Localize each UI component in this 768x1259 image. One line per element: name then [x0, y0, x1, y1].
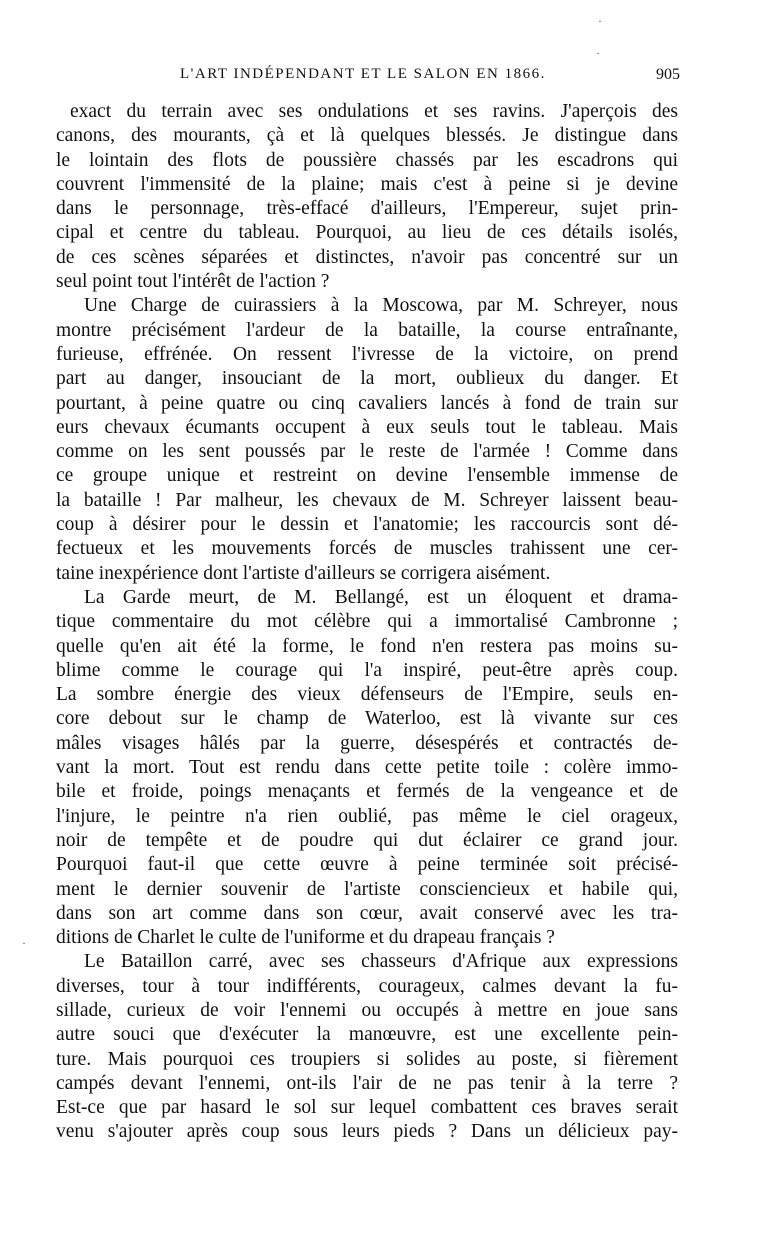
text-line: cipal et centre du tableau. Pourquoi, au lieu de ces détails isolés, [56, 222, 678, 244]
text-line: Une Charge de cuirassiers à la Moscowa, par M. Schreyer, nous [84, 295, 678, 317]
text-line: dans le personnage, très-effacé d'ailleurs, l'Empereur, sujet prin- [56, 198, 678, 220]
text-line: core debout sur le champ de Waterloo, est là vivante sur ces [56, 708, 678, 730]
scan-speck: · [598, 14, 602, 28]
text-line: seul point tout l'intérêt de l'action ? [56, 271, 330, 293]
text-line: Est-ce que par hasard le sol sur lequel combattent ces braves serait [56, 1097, 678, 1119]
text-line: coup à désirer pour le dessin et l'anatomie; les raccourcis sont dé- [56, 514, 678, 536]
text-line: venu s'ajouter après coup sous leurs pieds ? Dans un délicieux pay- [56, 1121, 678, 1143]
text-line: ce groupe unique et restreint on devine l'ensemble immense de [56, 465, 678, 487]
text-line: taine inexpérience dont l'artiste d'ailleurs se corrigera aisément. [56, 562, 551, 584]
text-line: ment le dernier souvenir de l'artiste consciencieux et habile qui, [56, 878, 678, 900]
text-line: furieuse, effrénée. On ressent l'ivresse de la victoire, on prend [56, 343, 678, 365]
text-line: La Garde meurt, de M. Bellangé, est un éloquent et drama- [84, 586, 678, 608]
text-line: blime comme le courage qui l'a inspiré, peut-être après coup. [56, 659, 678, 681]
text-line: ture. Mais pourquoi ces troupiers si solides au poste, si fièrement [56, 1048, 678, 1070]
text-line: ditions de Charlet le culte de l'uniforme et du drapeau français ? [56, 927, 555, 949]
text-line: mâles visages hâlés par la guerre, désespérés et contractés de- [56, 732, 678, 754]
text-line: de ces scènes séparées et distinctes, n'avoir pas concentré sur un [56, 246, 678, 268]
text-line: part au danger, insouciant de la mort, oublieux du danger. Et [56, 368, 678, 390]
text-line: La sombre énergie des vieux défenseurs de l'Empire, seuls en- [56, 684, 678, 706]
text-line: pourtant, à peine quatre ou cinq cavaliers lancés à fond de train sur [56, 392, 678, 414]
text-line: sillade, curieux de voir l'ennemi ou occupés à mettre en joue sans [56, 999, 678, 1021]
text-line: eurs chevaux écumants occupent à eux seuls tout le tableau. Mais [56, 416, 678, 438]
text-line: dans son art comme dans son cœur, avait conservé avec les tra- [56, 902, 678, 924]
text-line: campés devant l'ennemi, ont-ils l'air de ne pas tenir à la terre ? [56, 1072, 678, 1094]
text-line: exact du terrain avec ses ondulations et ses ravins. J'aperçois des [70, 101, 678, 122]
text-line: Le Bataillon carré, avec ses chasseurs d'Afrique aux expressions [84, 951, 678, 973]
text-line: canons, des mourants, çà et là quelques blessés. Je distingue dans [56, 125, 678, 147]
page-header [60, 66, 680, 94]
body-text [56, 100, 678, 1145]
text-line: montre précisément l'ardeur de la bataille, la course entraînante, [56, 319, 678, 341]
text-line: le lointain des flots de poussière chassés par les escadrons qui [56, 149, 678, 171]
text-line: couvrent l'immensité de la plaine; mais c'est à peine si je devine [56, 173, 678, 195]
text-line: autre souci que d'exécuter la manœuvre, est une excellente pein- [56, 1024, 678, 1046]
text-line: Pourquoi faut-il que cette œuvre à peine terminée soit précisé- [56, 854, 678, 876]
running-title: L'ART INDÉPENDANT ET LE SALON EN 1866. [180, 66, 546, 82]
text-line: quelle qu'en ait été la forme, le fond n'en restera pas moins su- [56, 635, 678, 657]
text-line: comme on les sent poussés par le reste de l'armée ! Comme dans [56, 441, 678, 463]
text-line: tique commentaire du mot célèbre qui a immortalisé Cambronne ; [56, 611, 678, 633]
text-line: l'injure, le peintre n'a rien oublié, pas même le ciel orageux, [56, 805, 678, 827]
scan-speck: · [22, 936, 26, 950]
text-line: vant la mort. Tout est rendu dans cette petite toile : colère immo- [56, 757, 678, 779]
text-line: diverses, tour à tour indifférents, courageux, calmes devant la fu- [56, 975, 678, 997]
text-line: noir de tempête et de poudre qui dut éclairer ce grand jour. [56, 829, 678, 851]
text-line: la bataille ! Par malheur, les chevaux de M. Schreyer laissent beau- [56, 489, 678, 511]
text-line: bile et froide, poings menaçants et fermés de la vengeance et de [56, 781, 678, 803]
page-number: 905 [656, 66, 680, 83]
text-line: fectueux et les mouvements forcés de muscles trahissent une cer- [56, 538, 678, 560]
scan-speck: · [596, 46, 600, 60]
